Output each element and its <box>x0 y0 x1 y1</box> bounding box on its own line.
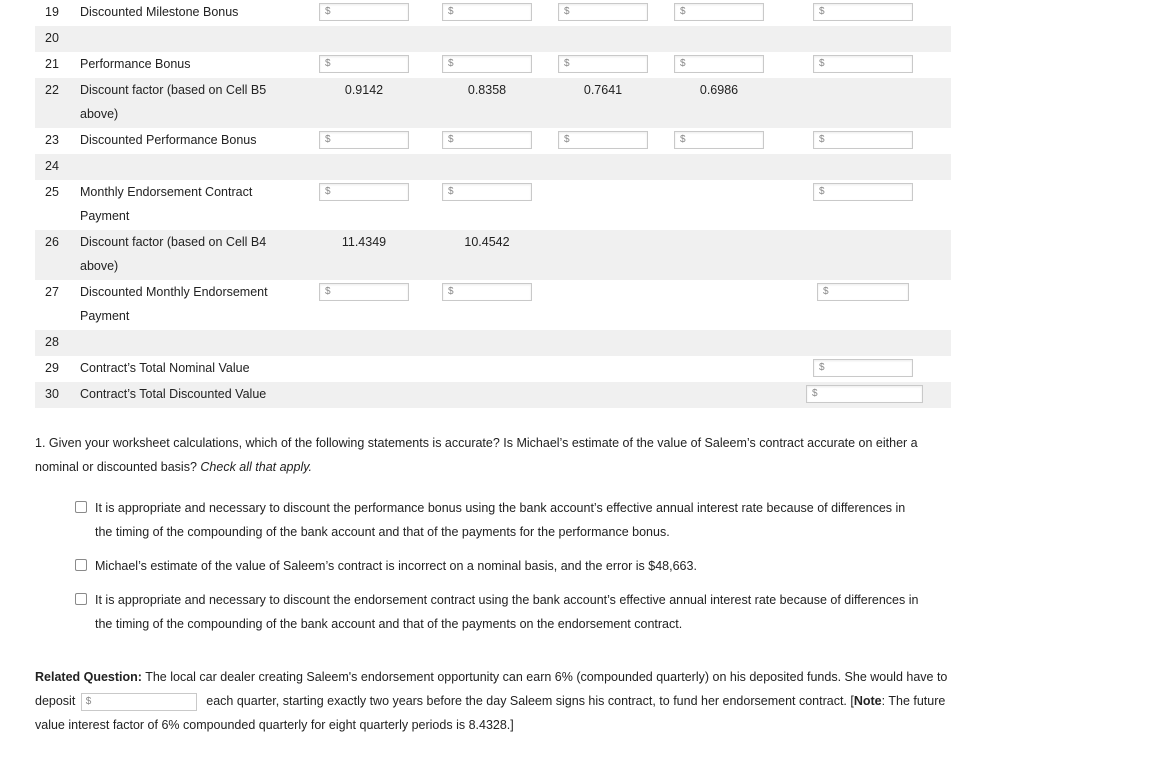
row-label: Discounted Performance Bonus <box>80 133 257 147</box>
amount-input[interactable] <box>442 55 532 73</box>
row-label: Monthly Endorsement Contract Payment <box>80 185 253 223</box>
dollar-sign: $ <box>819 134 825 145</box>
dollar-sign: $ <box>823 286 829 297</box>
row-label: Discounted Monthly Endorsement Payment <box>80 285 268 323</box>
amount-input[interactable] <box>817 283 909 301</box>
table-row <box>35 180 951 230</box>
discount-factor-value: 11.4349 <box>341 235 387 249</box>
table-row <box>35 280 951 330</box>
row-number: 29 <box>45 361 59 375</box>
row-number: 24 <box>45 159 59 173</box>
amount-input[interactable] <box>674 131 764 149</box>
related-question <box>35 665 955 737</box>
dollar-sign: $ <box>819 58 825 69</box>
checkbox[interactable] <box>75 559 87 571</box>
dollar-sign: $ <box>325 58 331 69</box>
row-label: Performance Bonus <box>80 57 191 71</box>
discount-factor-value: 0.9142 <box>344 83 384 97</box>
amount-input[interactable] <box>442 183 532 201</box>
row-number: 30 <box>45 387 59 401</box>
dollar-sign: $ <box>564 6 570 17</box>
amount-input[interactable] <box>558 55 648 73</box>
row-label: Contract’s Total Nominal Value <box>80 361 250 375</box>
deposit-amount-input[interactable] <box>81 693 197 711</box>
discount-factor-value: 0.6986 <box>699 83 739 97</box>
row-number: 21 <box>45 57 59 71</box>
amount-input[interactable] <box>813 55 913 73</box>
amount-input[interactable] <box>319 183 409 201</box>
row-number: 26 <box>45 235 59 249</box>
discount-factor-value: 0.8358 <box>467 83 507 97</box>
amount-input[interactable] <box>813 3 913 21</box>
amount-input[interactable] <box>674 3 764 21</box>
row-number: 22 <box>45 83 59 97</box>
table-row <box>35 0 951 26</box>
related-text-continued: each quarter, starting exactly two years before the day Saleem signs his contract, to fund her endorsement contract. [ <box>206 694 854 708</box>
dollar-sign: $ <box>819 6 825 17</box>
question-instruction: Check all that apply. <box>200 460 313 474</box>
table-row <box>35 154 951 180</box>
dollar-sign: $ <box>448 186 454 197</box>
dollar-sign: $ <box>325 286 331 297</box>
amount-input[interactable] <box>558 3 648 21</box>
amount-input[interactable] <box>813 131 913 149</box>
table-row <box>35 356 951 382</box>
amount-input[interactable] <box>319 3 409 21</box>
checkbox[interactable] <box>75 593 87 605</box>
dollar-sign: $ <box>85 695 92 707</box>
dollar-sign: $ <box>325 134 331 145</box>
table-row <box>35 330 951 356</box>
dollar-sign: $ <box>448 286 454 297</box>
row-label: Discounted Milestone Bonus <box>80 5 239 19</box>
dollar-sign: $ <box>564 134 570 145</box>
total-discounted-value-input[interactable] <box>806 385 923 403</box>
row-number: 20 <box>45 31 59 45</box>
amount-input[interactable] <box>319 283 409 301</box>
amount-input[interactable] <box>442 131 532 149</box>
dollar-sign: $ <box>325 6 331 17</box>
dollar-sign: $ <box>564 58 570 69</box>
row-label: Contract’s Total Discounted Value <box>80 387 267 401</box>
dollar-sign: $ <box>680 58 686 69</box>
discount-factor-value: 10.4542 <box>464 235 510 249</box>
table-row <box>35 26 951 52</box>
total-nominal-value-input[interactable] <box>813 359 913 377</box>
dollar-sign: $ <box>812 388 818 399</box>
table-row <box>35 382 951 408</box>
note-text: : The future value interest factor of 6% compounded quarterly for eight quarterly periods is 8.4328.] <box>35 694 946 732</box>
table-row <box>35 52 951 78</box>
amount-input[interactable] <box>674 55 764 73</box>
related-heading: Related Question: <box>35 670 142 684</box>
row-label: Discount factor (based on Cell B5 above) <box>80 83 267 121</box>
question-prompt <box>35 431 945 479</box>
dollar-sign: $ <box>819 362 825 373</box>
table-row <box>35 230 951 280</box>
option-text: It is appropriate and necessary to discount the performance bonus using the bank account’s effective annual interest rate because of differences in the timing of the compounding of the bank account and that of the payments for the performance bonus. <box>95 501 906 539</box>
amount-input[interactable] <box>813 183 913 201</box>
amount-input[interactable] <box>442 3 532 21</box>
amount-input[interactable] <box>319 131 409 149</box>
checkbox[interactable] <box>75 501 87 513</box>
dollar-sign: $ <box>448 134 454 145</box>
dollar-sign: $ <box>680 134 686 145</box>
amount-input[interactable] <box>442 283 532 301</box>
row-number: 27 <box>45 285 59 299</box>
dollar-sign: $ <box>448 6 454 17</box>
amount-input[interactable] <box>558 131 648 149</box>
dollar-sign: $ <box>680 6 686 17</box>
note-label: Note <box>853 694 882 708</box>
dollar-sign: $ <box>448 58 454 69</box>
question-text: 1. Given your worksheet calculations, which of the following statements is accurate? Is Michael’s estimate of the value of Saleem’s contract accurate on either a nominal or discounted basis? <box>35 436 918 474</box>
row-number: 28 <box>45 335 59 349</box>
dollar-sign: $ <box>819 186 825 197</box>
option-text: Michael’s estimate of the value of Saleem’s contract is incorrect on a nominal basis, and the error is $48,663. <box>95 559 697 573</box>
option-text: It is appropriate and necessary to discount the endorsement contract using the bank account’s effective annual interest rate because of differences in the timing of the compounding of the bank account and that of the payments on the endorsement contract. <box>95 593 919 631</box>
row-label: Discount factor (based on Cell B4 above) <box>80 235 267 273</box>
dollar-sign: $ <box>325 186 331 197</box>
row-number: 19 <box>45 5 59 19</box>
table-row <box>35 128 951 154</box>
row-number: 25 <box>45 185 59 199</box>
discount-factor-value: 0.7641 <box>583 83 623 97</box>
related-text: The local car dealer creating Saleem's endorsement opportunity can earn 6% (compounded quarterly) on his deposited funds. She would have to deposit <box>35 670 948 708</box>
table-row <box>35 78 951 128</box>
row-number: 23 <box>45 133 59 147</box>
amount-input[interactable] <box>319 55 409 73</box>
